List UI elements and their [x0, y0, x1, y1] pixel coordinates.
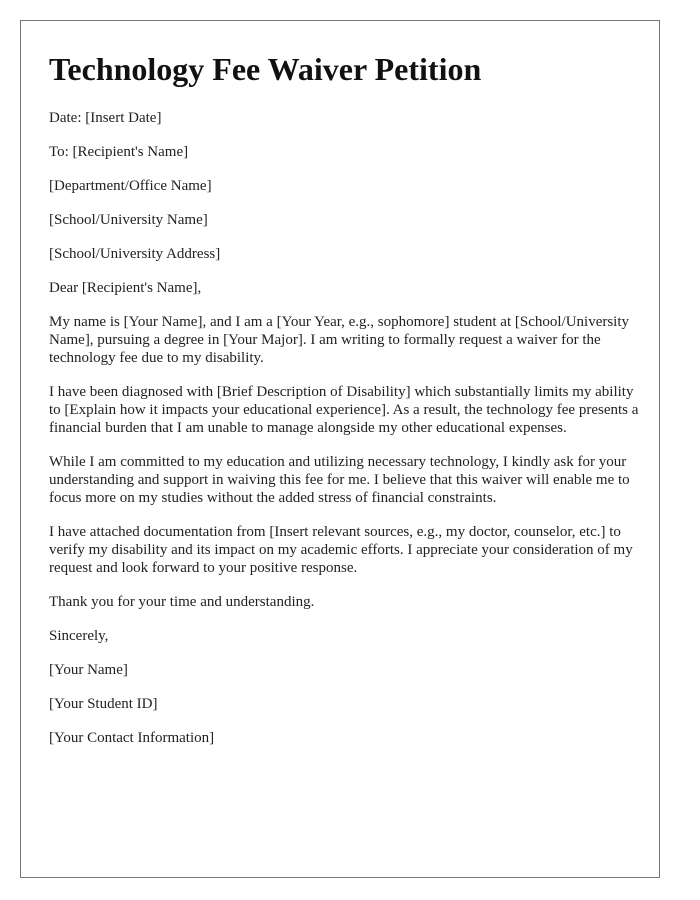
closing-line: Sincerely,: [49, 628, 109, 644]
body-paragraph: While I am committed to my education and utilizing necessary technology, I kindly ask for your understanding and support in waiving this fee for me. I believe that this waiver will enable me to focus more on my studies without the added stress of financial constraints.: [49, 454, 630, 506]
department-line: [Department/Office Name]: [49, 178, 212, 194]
recipient-line: To: [Recipient's Name]: [49, 144, 189, 160]
signature-contact: [Your Contact Information]: [49, 730, 215, 746]
body-paragraph: I have attached documentation from [Insert relevant sources, e.g., my doctor, counselor, etc.] to verify my disability and its impact on my academic efforts. I appreciate your consideration of my request and look forward to your positive response.: [49, 524, 633, 576]
body-paragraph: My name is [Your Name], and I am a [Your Year, e.g., sophomore] student at [School/University Name], pursuing a degree in [Your Major]. I am writing to formally request a waiver for the technology fee due to my disability.: [49, 314, 630, 366]
signature-name: [Your Name]: [49, 662, 128, 678]
thanks-line: Thank you for your time and understanding.: [49, 594, 315, 610]
letter-content: [49, 49, 639, 763]
document-page: [20, 20, 660, 878]
date-line: Date: [Insert Date]: [49, 110, 162, 126]
salutation: Dear [Recipient's Name],: [49, 280, 202, 296]
signature-student-id: [Your Student ID]: [49, 696, 158, 712]
school-address-line: [School/University Address]: [49, 246, 221, 262]
school-name-line: [School/University Name]: [49, 212, 208, 228]
body-paragraph: I have been diagnosed with [Brief Description of Disability] which substantially limits my ability to [Explain how it impacts your educational experience]. As a result, the technology fee presents a financial burden that I am unable to manage alongside my other educational expenses.: [49, 384, 639, 436]
document-title: Technology Fee Waiver Petition: [49, 51, 482, 87]
